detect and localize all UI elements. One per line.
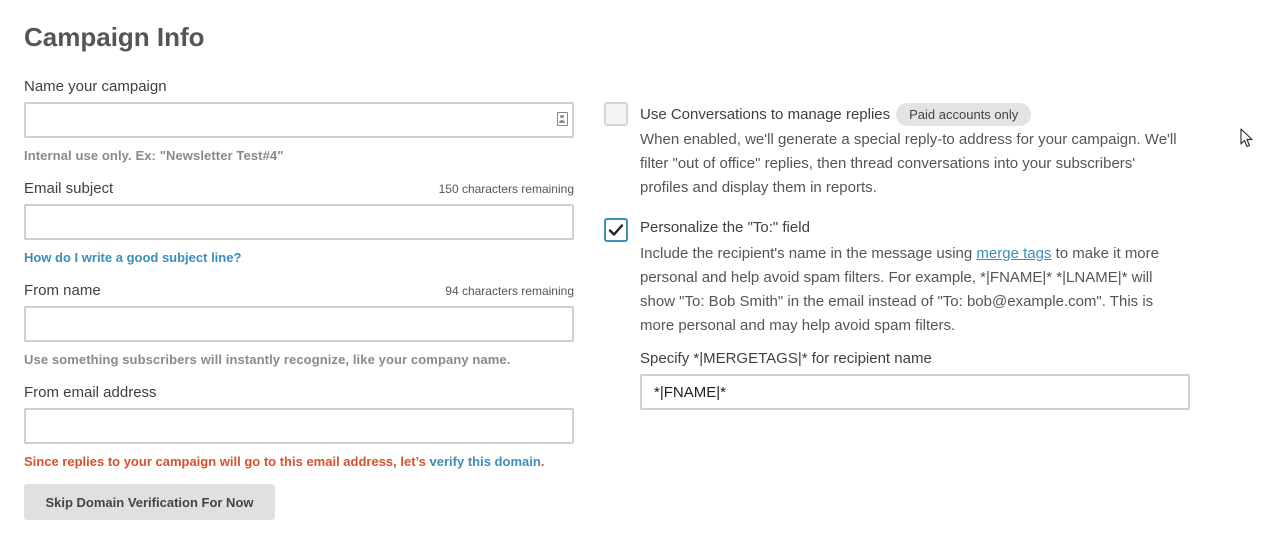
conversations-description: When enabled, we'll generate a special reply-to address for your campaign. We'll filter "out of office" replies, then thread conversations into your subscribers' profiles and display them in reports. xyxy=(640,131,1177,196)
paid-accounts-badge: Paid accounts only xyxy=(896,103,1031,126)
from-name-label-row xyxy=(24,282,574,299)
from-email-input[interactable] xyxy=(24,408,574,444)
campaign-name-label: Name your campaign xyxy=(24,78,167,95)
from-name-label: From name xyxy=(24,282,101,299)
from-name-input[interactable] xyxy=(24,306,574,342)
campaign-name-label-row xyxy=(24,78,574,95)
conversations-label: Use Conversations to manage replies xyxy=(640,105,891,123)
mouse-pointer-icon xyxy=(1240,128,1254,148)
campaign-name-input[interactable] xyxy=(24,102,574,138)
domain-warning-suffix: . xyxy=(540,454,545,469)
email-subject-remaining: 150 characters remaining xyxy=(438,182,574,196)
personalize-to-checkbox[interactable] xyxy=(604,218,628,242)
conversations-checkbox[interactable] xyxy=(604,102,628,126)
domain-warning xyxy=(24,454,544,469)
skip-domain-verification-button[interactable]: Skip Domain Verification For Now xyxy=(24,484,275,520)
page-title: Campaign Info xyxy=(24,22,205,52)
conversations-option-title xyxy=(640,101,1031,127)
from-name-hint: Use something subscribers will instantly recognize, like your company name. xyxy=(24,352,511,367)
email-subject-input[interactable] xyxy=(24,204,574,240)
from-email-label: From email address xyxy=(24,384,157,401)
personalize-to-label: Personalize the "To:" field xyxy=(640,219,810,236)
subject-line-help-link[interactable]: How do I write a good subject line? xyxy=(24,250,242,265)
from-name-remaining: 94 characters remaining xyxy=(445,284,574,298)
personalize-desc-suffix: to make it more personal and help avoid spam filters. For example, *|FNAME|* *|LNAME|* will show "To: Bob Smith" in the email instead of "To: bob@example.com". This is more personal and may help avoid spam filters. xyxy=(640,245,1159,334)
personalize-to-title xyxy=(640,219,810,236)
domain-warning-text: Since replies to your campaign will go to this email address, let’s xyxy=(24,454,430,469)
merge-tags-link[interactable]: merge tags xyxy=(976,245,1052,262)
email-subject-label-row xyxy=(24,180,574,197)
checkmark-icon xyxy=(608,222,624,238)
personalize-to-description xyxy=(640,242,1185,338)
personalize-desc-prefix: Include the recipient's name in the message using xyxy=(640,245,977,262)
from-email-label-row xyxy=(24,384,574,401)
contact-card-icon[interactable] xyxy=(557,112,568,126)
verify-domain-link[interactable]: verify this domain xyxy=(429,454,541,469)
merge-tag-label: Specify *|MERGETAGS|* for recipient name xyxy=(640,350,932,367)
email-subject-label: Email subject xyxy=(24,180,114,197)
campaign-name-hint: Internal use only. Ex: "Newsletter Test#4" xyxy=(24,148,284,163)
merge-tag-input[interactable] xyxy=(640,374,1190,410)
